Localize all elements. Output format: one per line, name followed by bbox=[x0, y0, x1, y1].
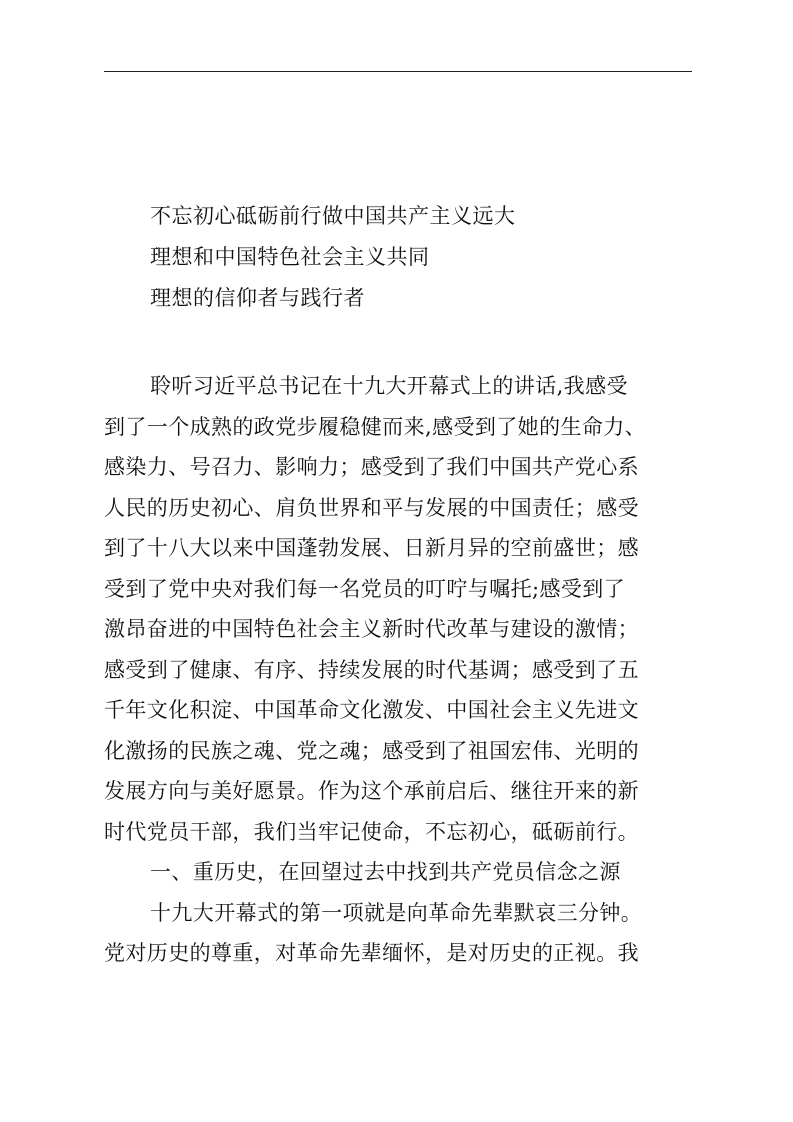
document-title bbox=[150, 196, 710, 319]
paragraph-line: 激昂奋进的中国特色社会主义新时代改革与建设的激情； bbox=[104, 617, 639, 641]
paragraph-line: 人民的历史初心、肩负世界和平与发展的中国责任；感受 bbox=[104, 495, 639, 520]
paragraph-line: 十九大开幕式的第一项就是向革命先辈默哀三分钟。 bbox=[150, 900, 643, 925]
title-line: 不忘初心砥砺前行做中国共产主义远大 bbox=[150, 204, 516, 228]
title-line: 理想和中国特色社会主义共同 bbox=[150, 245, 430, 269]
paragraph-line: 感染力、号召力、影响力；感受到了我们中国共产党心系 bbox=[104, 455, 639, 479]
paragraph-line: 到了一个成熟的政党步履稳健而来,感受到了她的生命力、 bbox=[104, 414, 647, 439]
paragraph-line: 受到了党中央对我们每一名党员的叮咛与嘱托;感受到了 bbox=[104, 576, 626, 601]
title-line: 理想的信仰者与践行者 bbox=[150, 286, 365, 310]
paragraph-line: 聆听习近平总书记在十九大开幕式上的讲话,我感受 bbox=[150, 374, 628, 398]
paragraph-line: 感受到了健康、有序、持续发展的时代基调；感受到了五 bbox=[104, 657, 639, 682]
header-rule bbox=[104, 71, 692, 72]
paragraph-line: 化激扬的民族之魂、党之魂；感受到了祖国宏伟、光明的 bbox=[104, 738, 639, 763]
paragraph-line: 时代党员干部，我们当牢记使命，不忘初心，砥砺前行。 bbox=[104, 819, 639, 844]
section-heading: 一、重历史，在回望过去中找到共产党员信念之源 bbox=[150, 860, 621, 884]
body-text bbox=[104, 366, 704, 974]
paragraph-line: 党对历史的尊重，对革命先辈缅怀，是对历史的正视。我 bbox=[104, 941, 639, 965]
paragraph-line: 发展方向与美好愿景。作为这个承前启后、继往开来的新 bbox=[104, 779, 639, 803]
paragraph-line: 到了十八大以来中国蓬勃发展、日新月异的空前盛世；感 bbox=[104, 536, 639, 560]
paragraph-line: 千年文化积淀、中国革命文化激发、中国社会主义先进文 bbox=[104, 698, 639, 722]
